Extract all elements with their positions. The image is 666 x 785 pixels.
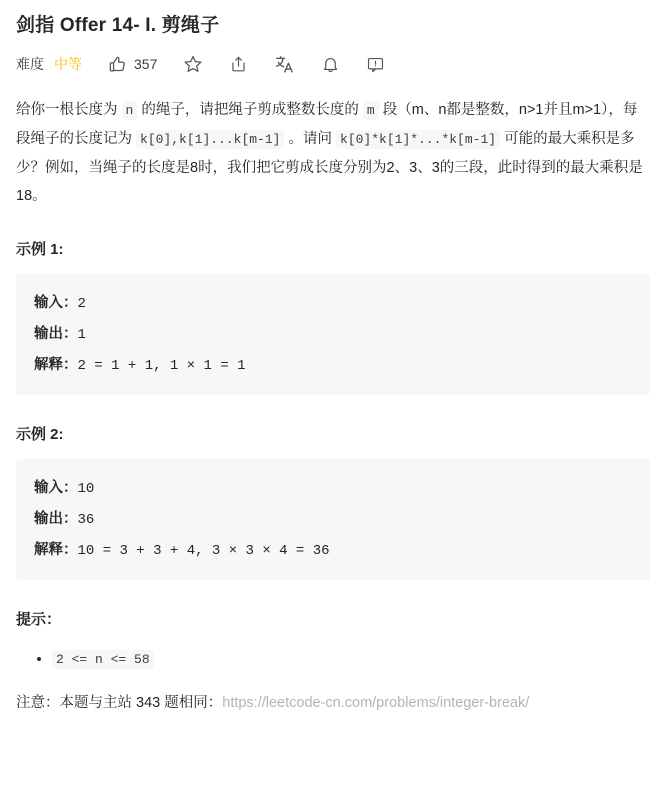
problem-meta-row <box>16 46 650 82</box>
example-1-explain-label: 解释： <box>34 357 78 373</box>
desc-part-2: 的绳子，请把绳子剪成整数长度的 <box>137 102 363 118</box>
example-2-explain-value: 10 = 3 + 3 + 4, 3 × 3 × 4 = 36 <box>77 543 330 559</box>
translate-button[interactable] <box>274 54 295 75</box>
example-2-output-label: 输出： <box>34 511 78 527</box>
page-title: 剑指 Offer 14- I. 剪绳子 <box>16 15 220 36</box>
problem-description <box>16 96 650 210</box>
desc-code-product: k[0]*k[1]*...*k[m-1] <box>336 130 500 149</box>
example-2-heading: 示例 2: <box>16 426 64 443</box>
desc-code-m: m <box>363 101 379 120</box>
thumbs-up-icon <box>108 55 127 74</box>
hints-heading: 提示： <box>16 611 62 628</box>
desc-part-3: 段（m、n都是整数，n>1并且m>1），每段绳子的长度记为 <box>16 102 638 147</box>
desc-part-4: 。请问 <box>284 131 337 147</box>
share-button[interactable] <box>229 55 248 74</box>
difficulty-value: 中等 <box>54 56 82 72</box>
example-1-block <box>16 274 650 395</box>
notification-button[interactable] <box>321 55 340 74</box>
note-link[interactable]: https://leetcode-cn.com/problems/integer-break/ <box>222 695 530 711</box>
feedback-icon <box>366 55 385 74</box>
favorite-button[interactable] <box>183 54 203 74</box>
example-1-output-label: 输出： <box>34 326 78 342</box>
hint-constraint: 2 <= n <= 58 <box>52 650 154 669</box>
list-item <box>52 644 650 675</box>
example-1-input-value: 2 <box>77 296 86 312</box>
desc-code-k-array: k[0],k[1]...k[m-1] <box>136 130 284 149</box>
star-icon <box>183 54 203 74</box>
feedback-button[interactable] <box>366 55 385 74</box>
example-1-heading: 示例 1: <box>16 241 64 258</box>
difficulty-label: 难度 <box>16 56 44 72</box>
hints-list <box>16 644 650 675</box>
example-2-explain-label: 解释： <box>34 542 78 558</box>
translate-icon <box>274 54 295 75</box>
like-button[interactable] <box>108 55 157 74</box>
desc-code-n: n <box>122 101 138 120</box>
example-2-input-value: 10 <box>77 481 95 497</box>
example-1-explain-value: 2 = 1 + 1, 1 × 1 = 1 <box>77 358 246 374</box>
desc-part-5: 可能的最大乘积是多少？例如，当绳子的长度是8时，我们把它剪成长度分别为2、3、3的三段，此时得到的最大乘积是18。 <box>16 131 643 204</box>
share-icon <box>229 55 248 74</box>
example-2-output-value: 36 <box>77 512 95 528</box>
example-1-input-label: 输入： <box>34 295 78 311</box>
desc-part-1: 给你一根长度为 <box>16 102 122 118</box>
problem-content <box>16 96 650 717</box>
bell-icon <box>321 55 340 74</box>
note-prefix: 注意：本题与主站 343 题相同： <box>16 695 223 711</box>
action-icons <box>108 54 411 75</box>
like-count: 357 <box>134 56 158 72</box>
problem-note <box>16 689 650 717</box>
example-2-input-label: 输入： <box>34 480 78 496</box>
example-1-output-value: 1 <box>77 327 86 343</box>
example-2-block <box>16 459 650 580</box>
